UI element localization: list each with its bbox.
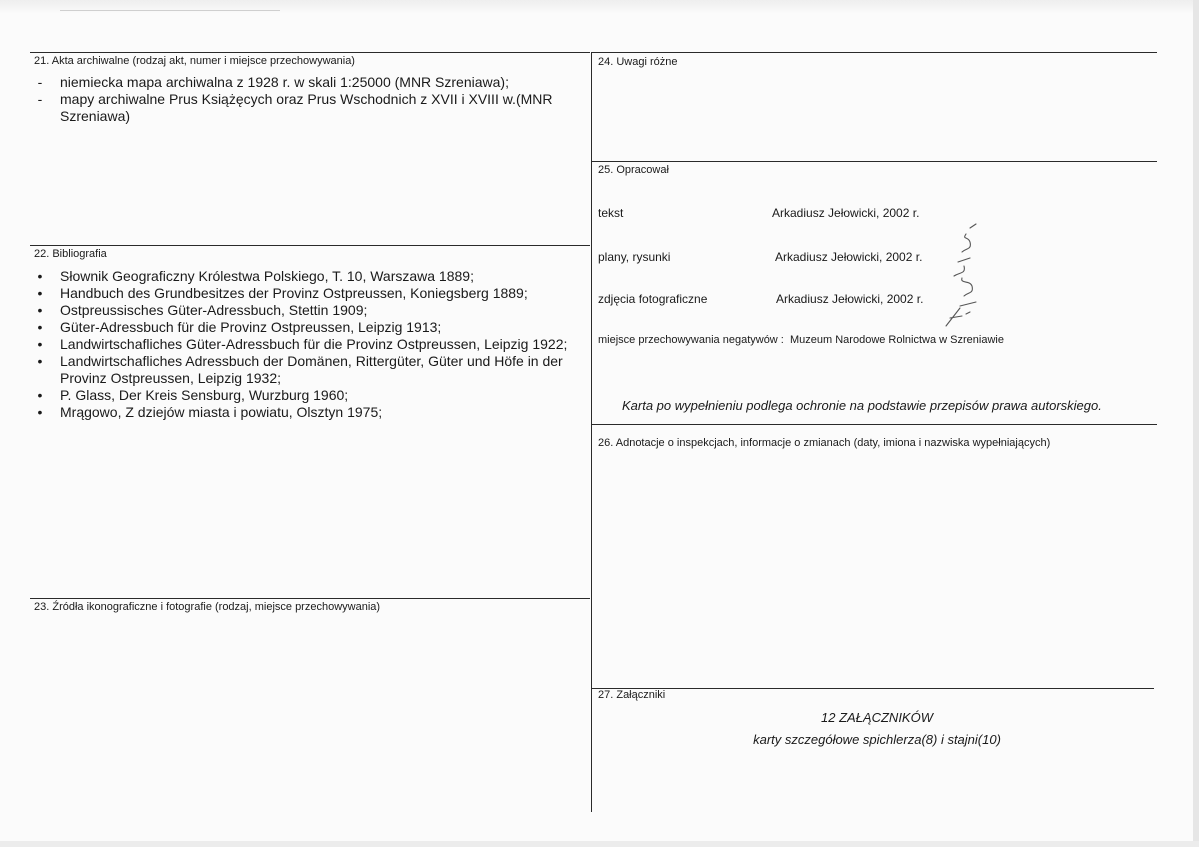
negatives-label: miejsce przechowywania negatywów : (598, 334, 784, 346)
negatives-location (598, 334, 1004, 346)
list-item: • P. Glass, Der Kreis Sensburg, Wurzburg 1960; (37, 387, 349, 403)
divider (30, 598, 590, 599)
list-item: • Landwirtschafliches Güter-Adressbuch für die Provinz Ostpreussen, Leipzig 1922; (37, 336, 568, 352)
divider (592, 424, 1157, 425)
section25-label: 25. Opracował (598, 164, 669, 176)
scan-edge (0, 0, 1199, 14)
section23-label: 23. Źródła ikonograficzne i fotografie (rodzaj, miejsce przechowywania) (34, 601, 381, 613)
list-item: • Handbuch des Grundbesitzes der Provinz Ostpreussen, Koniegsberg 1889; (37, 285, 528, 301)
bibliography-list (34, 268, 579, 421)
scan-artifact (60, 10, 280, 11)
negatives-value: Muzeum Narodowe Rolnictwa w Szreniawie (790, 334, 1004, 346)
section22-label: 22. Bibliografia (34, 248, 107, 260)
divider (30, 245, 590, 246)
section21-label: 21. Akta archiwalne (rodzaj akt, numer i miejsce przechowywania) (34, 55, 355, 67)
list-item: - niemiecka mapa archiwalna z 1928 r. w skali 1:25000 (MNR Szreniawa); (37, 74, 509, 90)
divider (592, 52, 1157, 53)
author-row-label: zdjęcia fotograficzne (598, 292, 708, 306)
divider (592, 161, 1157, 162)
section24-label: 24. Uwagi różne (598, 56, 678, 68)
attachments-description: karty szczegółowe spichlerza(8) i stajni(10) (753, 732, 1001, 747)
signature (936, 222, 982, 332)
column-divider (591, 52, 592, 812)
copyright-note: Karta po wypełnieniu podlega ochronie na podstawie przepisów prawa autorskiego. (622, 398, 1102, 413)
list-item: - mapy archiwalne Prus Książęcych oraz Prus Wschodnich z XVII i XVIII w.(MNR Szreniawa) (37, 91, 553, 124)
divider (592, 688, 1154, 689)
attachments-count: 12 ZAŁĄCZNIKÓW (821, 710, 933, 725)
section26-label: 26. Adnotacje o inspekcjach, informacje o zmianach (daty, imiona i nazwiska wypełniających) (598, 437, 1051, 449)
scan-edge (0, 841, 1199, 847)
author-row-value: Arkadiusz Jełowicki, 2002 r. (776, 292, 924, 306)
author-row-value: Arkadiusz Jełowicki, 2002 r. (772, 206, 920, 220)
scan-edge (1193, 0, 1199, 847)
list-item: • Landwirtschafliches Adressbuch der Domänen, Rittergüter, Güter und Höfe in der Provinz Ostpreussen, Leipzig 1932; (37, 353, 563, 386)
list-item: • Mrągowo, Z dziejów miasta i powiatu, Olsztyn 1975; (37, 404, 383, 420)
author-row-label: tekst (598, 206, 624, 220)
author-row-label: plany, rysunki (598, 250, 671, 264)
author-row-value: Arkadiusz Jełowicki, 2002 r. (775, 250, 923, 264)
divider (30, 52, 590, 53)
list-item: • Güter-Adressbuch für die Provinz Ostpreussen, Leipzig 1913; (37, 319, 442, 335)
archival-records-list (34, 74, 554, 125)
list-item: • Ostpreussisches Güter-Adressbuch, Stettin 1909; (37, 302, 368, 318)
list-item: • Słownik Geograficzny Królestwa Polskiego, T. 10, Warszawa 1889; (37, 268, 474, 284)
section27-label: 27. Załączniki (598, 689, 666, 701)
